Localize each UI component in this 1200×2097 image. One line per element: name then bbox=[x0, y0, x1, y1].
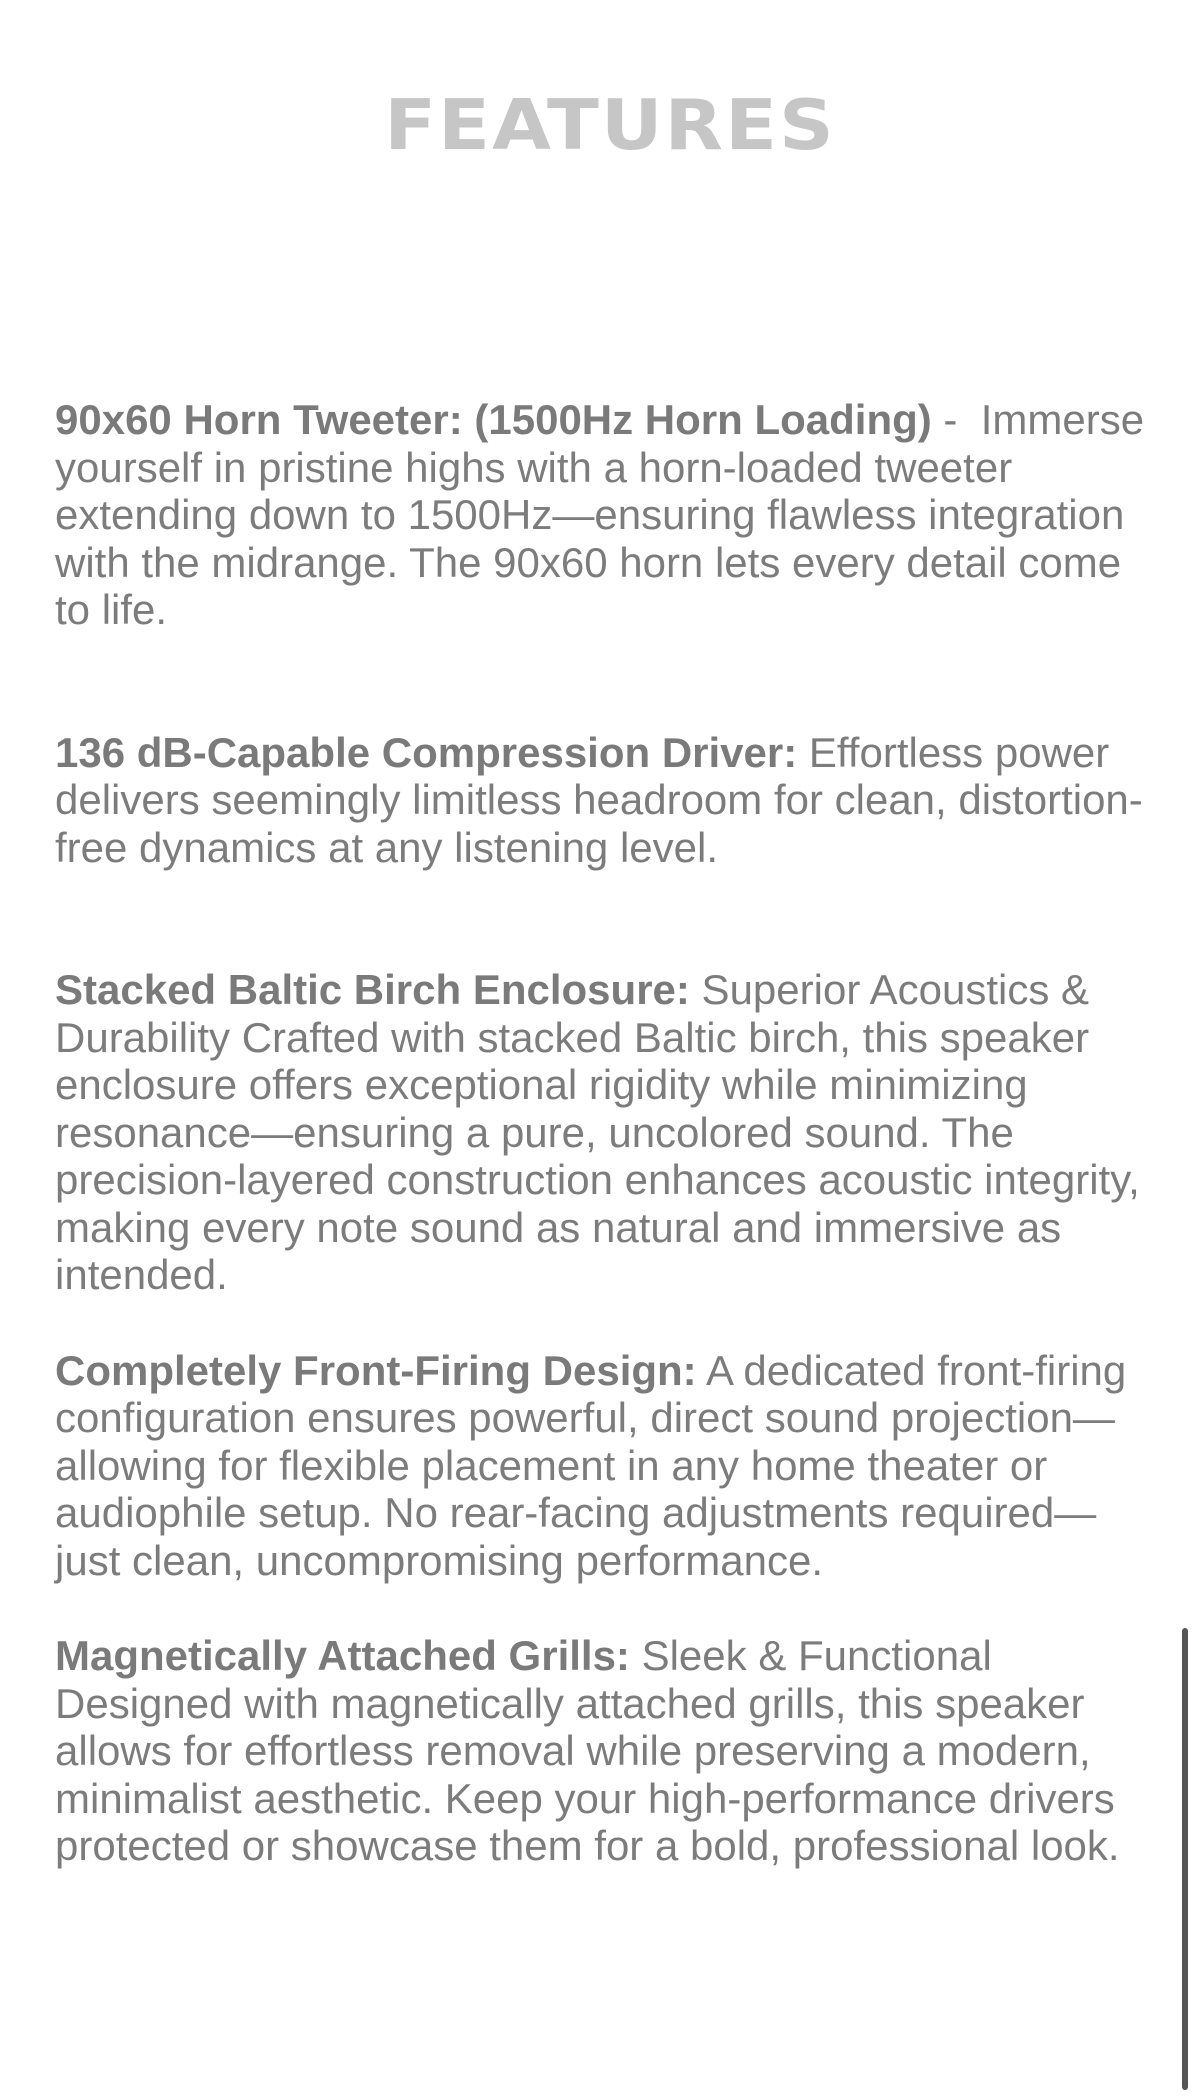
feature-heading: 90x60 Horn Tweeter: (1500Hz Horn Loading) bbox=[55, 396, 932, 443]
feature-compression-driver bbox=[55, 729, 1145, 872]
feature-horn-tweeter bbox=[55, 396, 1145, 634]
features-list bbox=[55, 396, 1145, 1870]
feature-magnetic-grills bbox=[55, 1632, 1145, 1870]
feature-body: Sleek & Functional Designed with magnetically attached grills, this speaker allows for effortless removal while preserving a modern, minimalist aesthetic. Keep your high-performance drivers protected or showcase them for a bold, professional look. bbox=[55, 1632, 1120, 1869]
feature-heading: Stacked Baltic Birch Enclosure: bbox=[55, 966, 690, 1013]
page-title: FEATURES bbox=[384, 83, 836, 166]
feature-baltic-birch-enclosure bbox=[55, 966, 1145, 1299]
feature-body: Effortless power delivers seemingly limitless headroom for clean, distortion-free dynamics at any listening level. bbox=[55, 728, 1143, 871]
feature-body: Superior Acoustics & Durability Crafted with stacked Baltic birch, this speaker enclosure offers exceptional rigidity while minimizing resonance—ensuring a pure, uncolored sound. The precision-layered construction enhances acoustic integrity, making every note sound as natural and immersive as intended. bbox=[55, 966, 1140, 1298]
feature-heading: 136 dB-Capable Compression Driver: bbox=[55, 728, 798, 776]
feature-body: - Immerse yourself in pristine highs with a horn-loaded tweeter extending down to 1500Hz—ensuring flawless integration with the midrange. The 90x60 horn lets every detail come to life. bbox=[55, 396, 1145, 633]
scrollbar[interactable] bbox=[1182, 1628, 1188, 2090]
feature-body: A dedicated front-firing configuration ensures powerful, direct sound projection—allowing for flexible placement in any home theater or audiophile setup. No rear-facing adjustments required—just clean, uncompromising performance. bbox=[55, 1346, 1127, 1584]
feature-heading: Magnetically Attached Grills: bbox=[55, 1632, 630, 1679]
feature-heading: Completely Front-Firing Design: bbox=[55, 1346, 697, 1394]
feature-front-firing-design bbox=[55, 1347, 1145, 1585]
